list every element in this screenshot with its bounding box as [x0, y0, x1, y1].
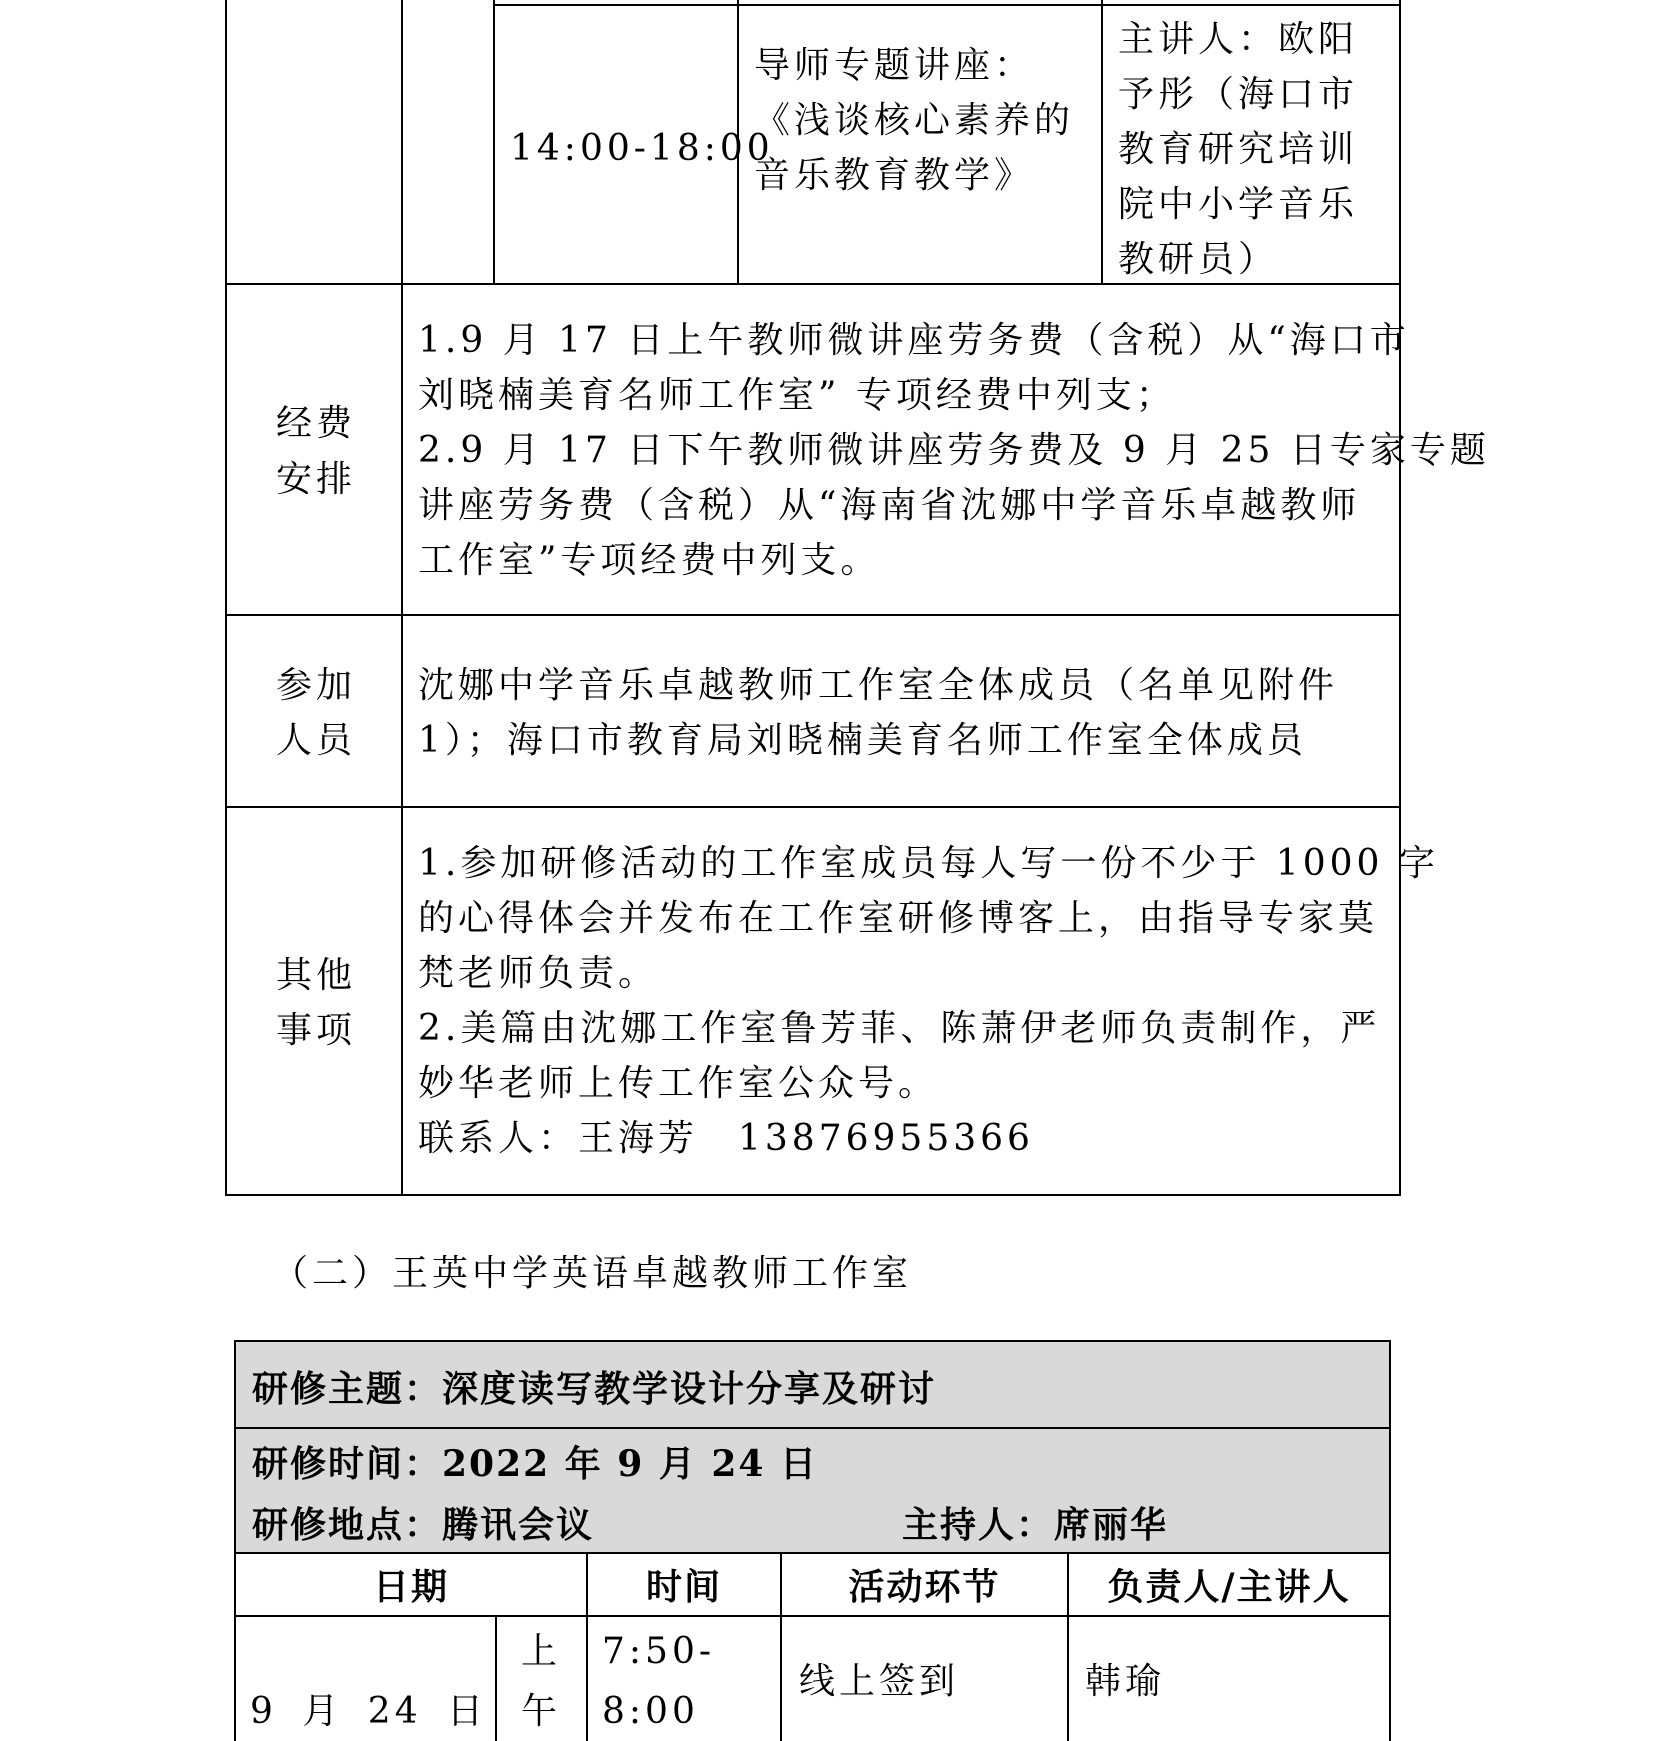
table1-col-divider: [401, 0, 403, 1195]
table1-row-divider: [225, 614, 1401, 616]
table1-col-divider: [493, 0, 495, 284]
other-label: 其他: [276, 955, 357, 996]
session-activity-line: 导师专题讲座：: [754, 45, 1035, 86]
table1-border-right: [1399, 0, 1401, 1195]
row-period: 午: [521, 1691, 562, 1732]
col-header-time: 时间: [645, 1566, 722, 1608]
row-time: 8:00: [602, 1691, 699, 1732]
row-owner: 韩瑜: [1085, 1661, 1166, 1702]
other-line: 梵老师负责。: [418, 953, 659, 994]
col-header-activity: 活动环节: [848, 1566, 1001, 1608]
funding-line: 刘晓楠美育名师工作室” 专项经费中列支；: [418, 375, 1176, 416]
row-period: 上: [521, 1631, 562, 1672]
row-time: 7:50-: [602, 1631, 716, 1672]
participants-label: 人员: [276, 720, 357, 761]
other-line: 联系人：王海芳 13876955366: [418, 1118, 1034, 1159]
session-activity-line: 《浅谈核心素养的: [754, 100, 1075, 141]
participants-label: 参加: [276, 665, 357, 706]
section-heading: （二）王英中学英语卓越教师工作室: [272, 1253, 913, 1294]
table2-border-right: [1389, 1340, 1391, 1741]
funding-line: 1.9 月 17 日上午教师微讲座劳务费（含税）从“海口市: [418, 320, 1410, 361]
table2-border-top: [234, 1340, 1391, 1342]
table1-border-left: [225, 0, 227, 1195]
session-speaker-line: 予彤（海口市: [1118, 74, 1359, 115]
table1-col-divider: [1101, 0, 1103, 284]
session-activity-line: 音乐教育教学》: [754, 155, 1035, 196]
participants-line: 沈娜中学音乐卓越教师工作室全体成员（名单见附件: [418, 665, 1339, 706]
research-time: 研修时间：2022 年 9 月 24 日: [252, 1443, 819, 1485]
table1-row-top: [493, 4, 1401, 6]
table2-row-divider: [234, 1615, 1391, 1617]
row-activity: 线上签到: [799, 1661, 960, 1702]
other-label: 事项: [276, 1010, 357, 1051]
table1-row-divider: [225, 806, 1401, 808]
col-header-date: 日期: [372, 1566, 449, 1608]
session-time: 14:00-18:00: [510, 128, 774, 169]
table2-row-divider: [234, 1427, 1391, 1429]
research-theme: 研修主题：深度读写教学设计分享及研讨: [252, 1368, 937, 1410]
table1-row-bottom: [225, 1194, 1401, 1196]
other-line: 妙华老师上传工作室公众号。: [418, 1063, 939, 1104]
table2-border-left: [234, 1340, 236, 1741]
research-host: 主持人：席丽华: [902, 1504, 1169, 1546]
col-header-owner: 负责人/主讲人: [1107, 1566, 1351, 1608]
session-speaker-line: 教研员）: [1118, 239, 1279, 280]
session-speaker-line: 教育研究培训: [1118, 129, 1359, 170]
session-speaker-line: 主讲人：欧阳: [1118, 19, 1359, 60]
row-date: 9 月 24 日: [250, 1691, 488, 1732]
session-speaker-line: 院中小学音乐: [1118, 184, 1359, 225]
funding-line: 2.9 月 17 日下午教师微讲座劳务费及 9 月 25 日专家专题: [418, 430, 1490, 471]
funding-label: 安排: [276, 459, 357, 500]
other-line: 2.美篇由沈娜工作室鲁芳菲、陈萧伊老师负责制作，严: [418, 1008, 1381, 1049]
table2-col-divider: [495, 1615, 497, 1741]
funding-label: 经费: [276, 403, 357, 444]
research-place: 研修地点：腾讯会议: [252, 1504, 595, 1546]
participants-line: 1）；海口市教育局刘晓楠美育名师工作室全体成员: [418, 720, 1307, 761]
funding-line: 讲座劳务费（含税）从“海南省沈娜中学音乐卓越教师: [418, 485, 1361, 526]
other-line: 1.参加研修活动的工作室成员每人写一份不少于 1000 字: [418, 843, 1439, 884]
other-line: 的心得体会并发布在工作室研修博客上，由指导专家莫: [418, 898, 1379, 939]
funding-line: 工作室”专项经费中列支。: [418, 540, 881, 581]
